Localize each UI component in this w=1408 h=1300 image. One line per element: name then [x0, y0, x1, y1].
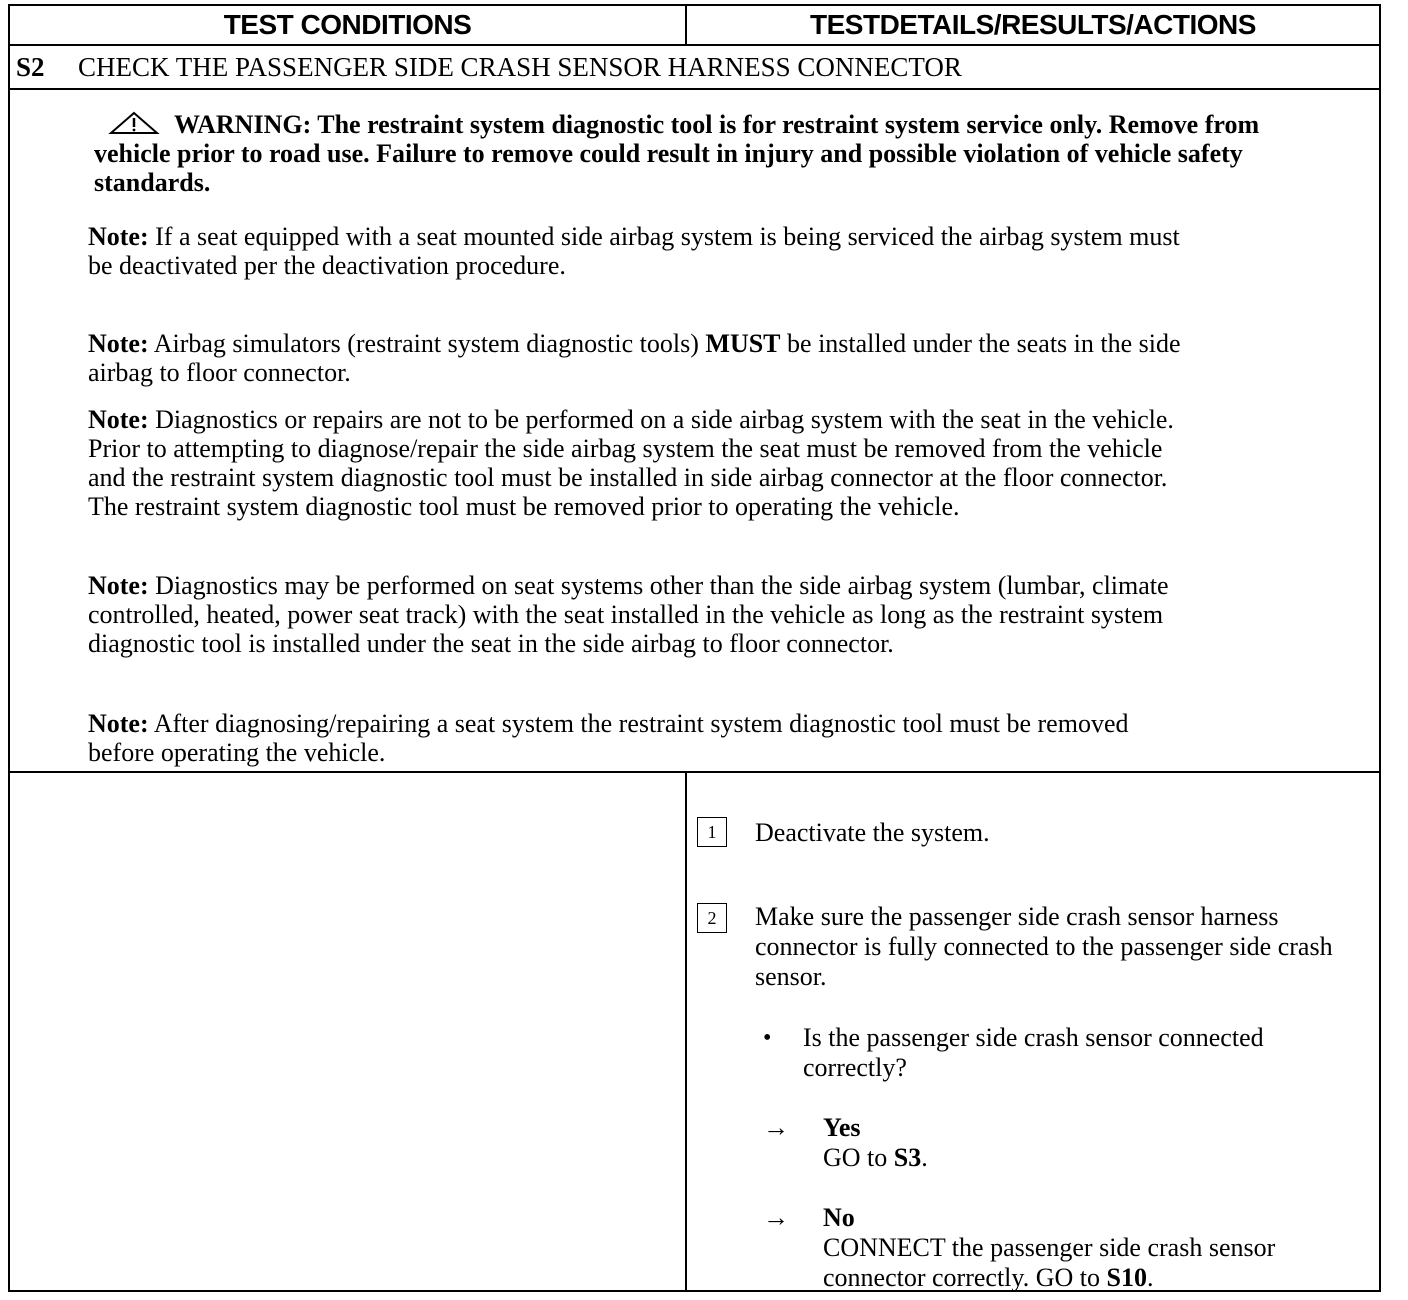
no-text: CONNECT the passenger side crash sensor connector correctly. GO to [823, 1233, 1276, 1292]
note-1 [88, 222, 1198, 280]
actions-cell [687, 773, 1379, 1290]
bullet-icon: • [763, 1025, 772, 1051]
warning-text: WARNING: The restraint system diagnostic tool is for restraint system service only. Remove from vehicle prior to road use. Failure to remove could result in injury and possible violation of vehicle safety standards. [94, 110, 1260, 197]
header-test-details: TESTDETAILS/RESULTS/ACTIONS [687, 6, 1379, 46]
warning-block [94, 110, 1274, 197]
note-text: Diagnostics may be performed on seat systems other than the side airbag system (lumbar, climate controlled, heated, power seat track) with the seat installed in the vehicle as long as the restraint system diagnostic tool is installed under the seat in the side airbag to floor connector. [88, 571, 1169, 658]
step-title-row [10, 46, 1379, 90]
note-label: Note: [88, 222, 149, 251]
note-label: Note: [88, 709, 149, 738]
yes-branch [823, 1113, 1363, 1173]
note-label: Note: [88, 405, 149, 434]
action-step-1: Deactivate the system. [755, 818, 990, 847]
note-5 [88, 709, 1198, 767]
action-step-2: Make sure the passenger side crash sensor harness connector is fully connected to the passenger side crash sensor. [755, 902, 1333, 991]
note-text: Diagnostics or repairs are not to be performed on a side airbag system with the seat in the vehicle. Prior to attempting to diagnose/repair the side airbag system the seat must be removed from the vehicle and the restraint system diagnostic tool must be installed in side airbag connector at the floor connector. The restraint system diagnostic tool must be removed prior to operating the vehicle. [88, 405, 1174, 521]
note-text: If a seat equipped with a seat mounted side airbag system is being serviced the airbag system must be deactivated per the deactivation procedure. [88, 222, 1180, 280]
note-label: Note: [88, 571, 149, 600]
test-table [8, 4, 1381, 1292]
arrow-right-icon: → [763, 1113, 789, 1142]
no-end: . [1146, 1263, 1154, 1292]
header-test-conditions: TEST CONDITIONS [10, 6, 687, 46]
notes-section [10, 90, 1379, 773]
yes-target: S3 [893, 1143, 922, 1172]
step-number-box: 2 [697, 903, 727, 933]
note-2 [88, 329, 1198, 387]
test-conditions-cell [10, 773, 687, 1290]
step-id: S2 [16, 51, 45, 82]
note-label: Note: [88, 329, 149, 358]
question-text: Is the passenger side crash sensor connected correctly? [803, 1023, 1264, 1082]
note-3 [88, 405, 1198, 521]
warning-triangle-icon [108, 111, 160, 135]
step-number-box: 1 [697, 817, 727, 847]
arrow-right-icon: → [763, 1203, 789, 1232]
no-branch [823, 1203, 1363, 1293]
note-text: After diagnosing/repairing a seat system the restraint system diagnostic tool must be removed before operating the vehicle. [88, 709, 1129, 767]
note-text: be installed under the seats in the side airbag to floor connector. [88, 329, 1181, 387]
yes-go-text: GO to [823, 1143, 894, 1172]
note-emphasis: MUST [705, 329, 781, 358]
yes-end: . [921, 1143, 928, 1172]
note-text: Airbag simulators (restraint system diagnostic tools) [148, 329, 706, 358]
no-target: S10 [1106, 1263, 1147, 1292]
note-4 [88, 571, 1198, 658]
yes-label: Yes [823, 1113, 861, 1142]
step-title: CHECK THE PASSENGER SIDE CRASH SENSOR HARNESS CONNECTOR [78, 51, 962, 82]
no-label: No [823, 1203, 855, 1232]
